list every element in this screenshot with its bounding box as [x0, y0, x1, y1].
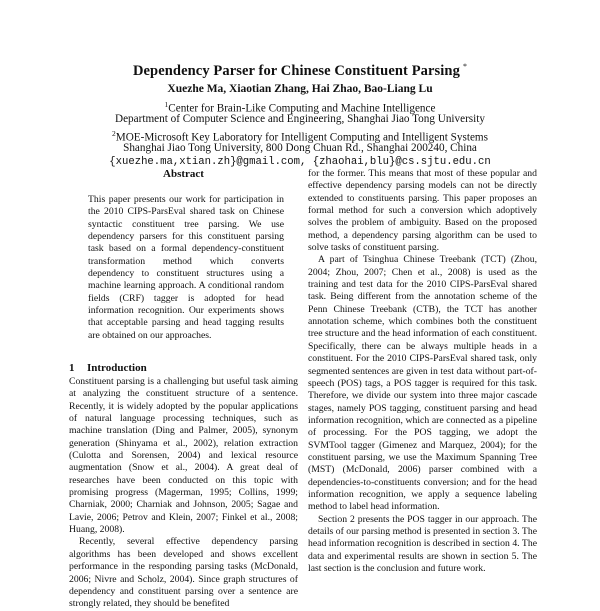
section-1-number: 1: [69, 362, 75, 374]
right-paragraph-2: A part of Tsinghua Chinese Treebank (TCT) (Zhou, 2004; Zhou, 2007; Chen et al., 2008) is used as the training and test data for the 2010 CIPS-ParsEval shared task. Being different from the annotation scheme of the Penn Chinese Treebank (CTB), the TCT has another annotation scheme, which combines both the constituent tree structure and the head information of each constituent. Specifically, there can be always multiple heads in a constituent. For the 2010 CIPS-ParsEval shared task, only segmented sentences are given in test data without part-of-speech (POS) tags, a POS tagger is required for this task. Therefore, we divide our system into three major cascade stages, namely POS tagging, constituent parsing and head information recognition, which are connected as a pipeline of processing. For the POS tagging, we adopt the SVMTool tagger (Gimenez and Marquez, 2004); for the constituent parsing, we use the Maximum Spanning Tree (MST) (McDonald, 2006) parser combined with a dependencies-to-constituents conversion; and for the head information recognition, we apply a sequence labeling method to label head information.: [308, 254, 537, 513]
right-paragraph-1: for the former. This means that most of these popular and effective dependency parsing models can not be directly extended to constituents parsing. This paper proposes an formal method for such a conversion which adoptively solves the problem of ambiguity. Based on the proposed method, a dependency parsing algorithm can be used to solve tasks of constituent parsing.: [308, 168, 537, 254]
affiliation-1-text: Center for Brain-Like Computing and Machine Intelligence: [168, 102, 436, 115]
section-1-title: Introduction: [87, 362, 147, 374]
abstract-body: [88, 194, 284, 342]
affiliation-2-address: Shanghai Jiao Tong University, 800 Dong Chuan Rd., Shanghai 200240, China: [123, 142, 477, 154]
author-list: Xuezhe Ma, Xiaotian Zhang, Hai Zhao, Bao-Liang Lu: [167, 83, 433, 95]
affiliation-2-mark: 2: [112, 129, 116, 138]
paper-title: [0, 62, 600, 80]
title-footnote-mark: *: [462, 62, 468, 71]
section-1-heading: [69, 362, 147, 374]
affiliation-1-department: Department of Computer Science and Engineering, Shanghai Jiao Tong University: [115, 113, 485, 125]
right-column-body: [308, 168, 537, 575]
introduction-body: [69, 376, 298, 611]
intro-paragraph-1: Constituent parsing is a challenging but useful task aiming at analyzing the constituent structure of a sentence. Recently, it is widely adopted by the popular applications of natural language processing techniques, such as machine translation (Ding and Palmer, 2005), synonym generation (Shinyama et al., 2002), relation extraction (Culotta and Sorensen, 2004) and lexical resource augmentation (Snow et al., 2004). A great deal of researches have been conducted on this topic with promising progress (Magerman, 1995; Collins, 1999; Charniak, 2000; Charniak and Johnson, 2005; Sagae and Lavie, 2006; Petrov and Klein, 2007; Finkel et al., 2008; Huang, 2008).: [69, 376, 298, 536]
intro-paragraph-2: Recently, several effective dependency parsing algorithms has been developed and shows excellent performance in the responding parsing tasks (McDonald, 2006; Nivre and Scholz, 2004). Since graph structures of dependency and constituent parsing over a sentence are strongly related, they should be benefited: [69, 536, 298, 610]
author-emails: {xuezhe.ma,xtian.zh}@gmail.com, {zhaohai,blu}@cs.sjtu.edu.cn: [109, 156, 491, 168]
abstract-text: This paper presents our work for participation in the 2010 CIPS-ParsEval shared task on Chinese syntactic constituent tree parsing. We use dependency parsers for this constituent parsing task based on a formal dependency-constituent transformation method which converts dependency to constituent structures using a machine learning approach. A conditional random fields (CRF) tagger is adopted for head information recognition. Our experiments shows that acceptable parsing and head tagging results are obtained on our approaches.: [88, 194, 284, 341]
paper-title-text: Dependency Parser for Chinese Constituent Parsing: [132, 62, 460, 79]
affiliation-1-mark: 1: [164, 100, 169, 109]
right-paragraph-3: Section 2 presents the POS tagger in our approach. The details of our parsing method is presented in section 3. The head information recognition is described in section 4. The data and experimental results are shown in section 5. The last section is the conclusion and future work.: [308, 513, 537, 574]
abstract-heading: Abstract: [163, 168, 204, 180]
affiliation-2-text: MOE-Microsoft Key Laboratory for Intelligent Computing and Intelligent Systems: [115, 131, 488, 144]
